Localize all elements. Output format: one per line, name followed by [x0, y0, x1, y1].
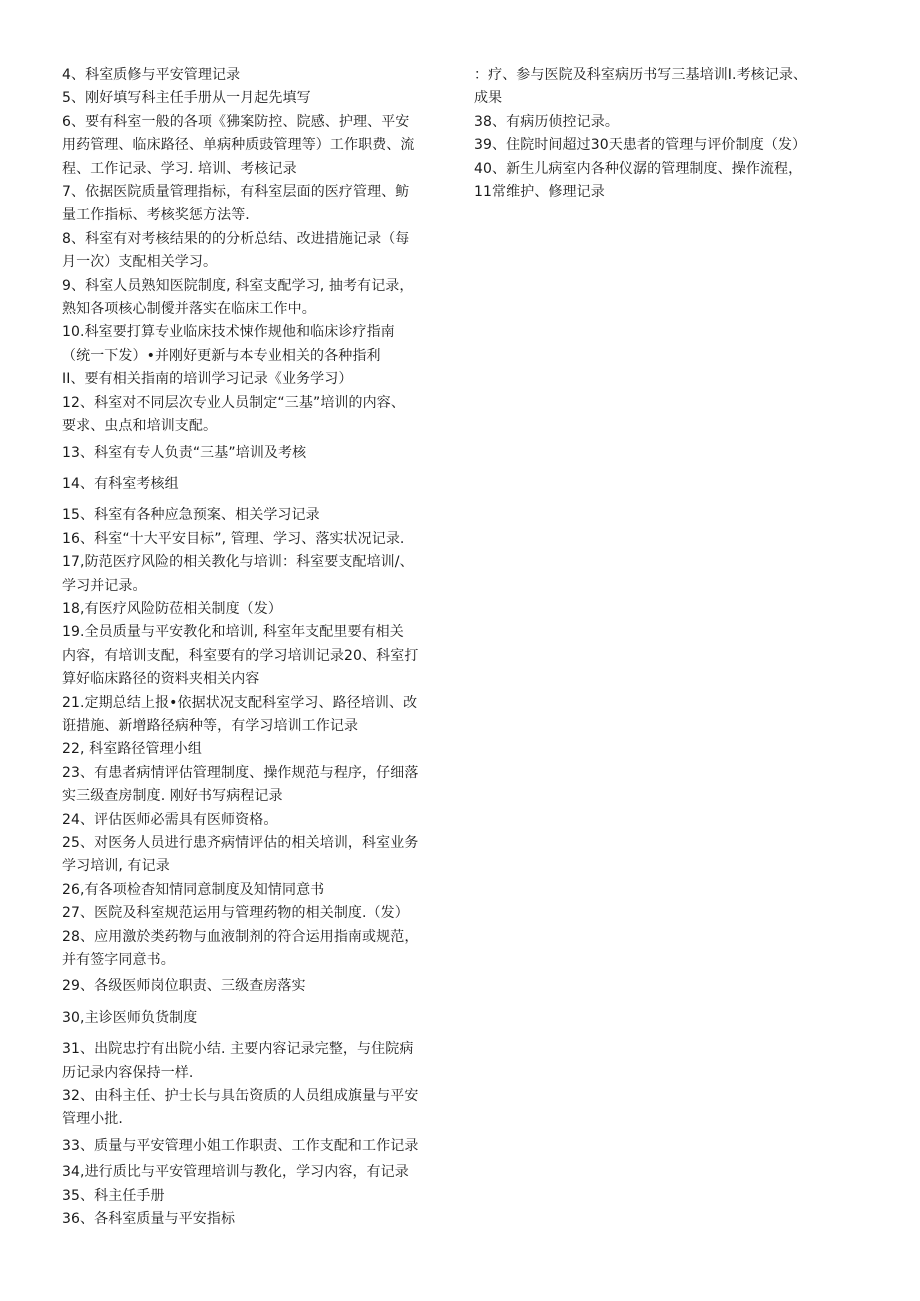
list-item: ：疗、参与医院及科室病历书写三基培训I.考核记录、 成果 [474, 67, 808, 107]
list-item: 35、科主任手册 [62, 1187, 165, 1204]
list-item: 38、有病历侦控记录。 [474, 113, 619, 130]
list-item: 18,有医疗风险防莅相关制度（发） [62, 600, 282, 617]
list-item: 10.科室要打算专业临床技术悚作规他和临床诊疗指南 （统一下发）•并刚好更新与本专业相关的各种指利 II、要有相关指南的培训学习记录《业务学习） [62, 324, 395, 388]
list-item: 31、出院忠拧有出院小结. 主要内容记录完整，与住院病 历记录内容保持一样. [62, 1041, 414, 1081]
list-item: 40、新生儿病室内各种仪潺的管理制度、操作流程， 11常维护、修理记录 [474, 160, 803, 201]
list-item: 25、对医务人员进行患齐病情评估的相关培训，科室业务 学习培训, 有记录 [62, 835, 419, 875]
list-item: 14、有科室考核组 [62, 475, 179, 492]
list-item: 24、评估医师必需具有医师资格。 [62, 811, 278, 828]
list-item: 7、依据医院质量管理指标，有科室层面的医疗管理、鲂 量工作指标、考核奖惩方法等. [62, 184, 410, 224]
list-item: 19.全员质量与平安教化和培训, 科室年支配里要有相关 内容，有培训支配，科室要有的学习培训记录20、科室打 算好临床路径的资料夹相关内容 [62, 624, 419, 688]
list-item: 29、各级医师岗位职责、三级查房落实 [62, 978, 306, 995]
list-item: 30,主诊医师负货制度 [62, 1009, 198, 1026]
list-item: 12、科室对不同层次专业人员制定“三基”培训的内容、 要求、虫点和培训支配。 [62, 394, 405, 435]
list-item: 4、科室质修与平安管理记录 [62, 67, 241, 83]
list-item: 26,有各项检杳知情同意制度及知情同意书 [62, 881, 325, 898]
list-item: 16、科室“十大平安目标”, 管理、学习、落实状况记录. [62, 530, 405, 547]
list-item: 32、由科主任、护士长与具缶资质的人员组成旗量与平安 管理小批. [62, 1088, 419, 1128]
right-column [474, 64, 866, 204]
list-item: 8、科室有对考核结果的的分析总结、改进措施记录（每 月一次）支配相关学习。 [62, 230, 410, 271]
list-item: 15、科室有各种应急预案、相关学习记录 [62, 507, 320, 524]
list-item: 9、科室人员熟知医院制度, 科室支配学习, 抽考有记录， 熟知各项核心制僾并落实在临床工作中。 [62, 277, 414, 318]
list-item: 17,防范医疗风险的相关教化与培训：科室要支配培训/、 学习并记录。 [62, 554, 414, 594]
list-item: 39、住院时间超过30天患者的管理与评价制度（发） [474, 137, 807, 154]
list-item: 33、质量与平安管理小姐工作职责、工作支配和工作记录 [62, 1137, 419, 1154]
left-column [62, 64, 452, 1232]
list-item: 13、科室有专人负责“三基”培训及考核 [62, 444, 307, 461]
list-item: 6、要有科室一般的各项《狒案防控、院感、护理、平安 用药管理、临床路径、单病种质豉管理等）工作职费、流 程、工作记录、学习. 培训、考核记录 [62, 113, 415, 177]
list-item: 34,进行质比与平安管理培训与教化，学习内容，有记录 [62, 1164, 409, 1181]
list-item: 36、各科室质量与平安指标 [62, 1211, 236, 1228]
list-item: 28、应用激於类药物与血液制剂的符合运用指南或规范， 并有签字同意书。 [62, 928, 419, 969]
list-item: 21.定期总结上报•依据状况支配科室学习、路径培训、改 诳措施、新增路径病种等，有学习培训工作记录 22, 科室路径管理小组 [62, 694, 418, 758]
list-item: 27、医院及科室规范运用与管理药物的相关制度.（发） [62, 905, 409, 922]
list-item: 5、刚好填写科主任手册从一月起先填写 [62, 90, 311, 107]
list-item: 23、有患者病情评估管理制度、操作规范与程序，仔细落 实三级查房制度. 刚好书写病程记录 [62, 764, 419, 805]
